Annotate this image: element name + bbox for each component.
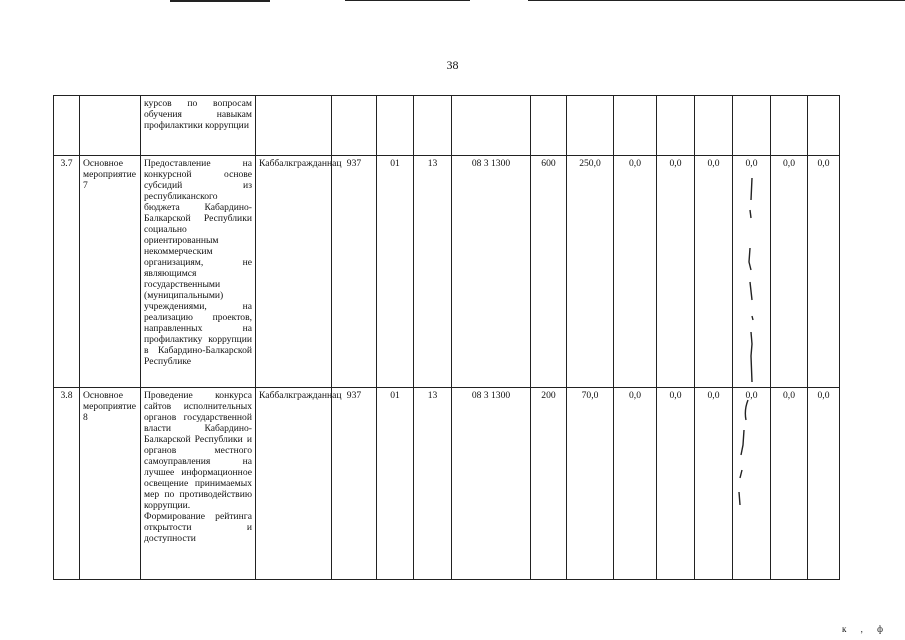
top-rule-3 — [528, 0, 905, 1]
cell-amount-6: 0,0 — [771, 388, 808, 580]
cell-ministry-code — [332, 96, 377, 156]
cell-ministry-code: 937 — [332, 156, 377, 388]
page-number: 38 — [446, 58, 459, 72]
table-row — [54, 156, 840, 388]
cell-amount-6: 0,0 — [771, 156, 808, 388]
cell-target-article: 08 3 1300 — [452, 156, 531, 388]
cell-amount-2: 0,0 — [614, 388, 657, 580]
cell-executor: Каббалкгражданнац — [256, 388, 332, 580]
cell-description: курсов по вопросам обучения навыкам профилактики коррупции — [141, 96, 256, 156]
cell-amount-5 — [733, 96, 771, 156]
cell-section: 01 — [377, 388, 414, 580]
cell-target-article: 08 3 1300 — [452, 388, 531, 580]
table-row — [54, 96, 840, 156]
cell-activity-type — [80, 96, 141, 156]
cell-ministry-code: 937 — [332, 388, 377, 580]
cell-amount-2 — [614, 96, 657, 156]
cell-number: 3.8 — [54, 388, 80, 580]
cell-amount-3 — [657, 96, 695, 156]
cell-target-article — [452, 96, 531, 156]
cell-number: 3.7 — [54, 156, 80, 388]
cell-subsection: 13 — [414, 388, 452, 580]
top-rule-2 — [345, 0, 470, 1]
cell-activity-type: Основное мероприятие 7 — [80, 156, 141, 388]
cell-amount-7 — [808, 96, 840, 156]
cell-amount-1: 70,0 — [567, 388, 614, 580]
cell-amount-1: 250,0 — [567, 156, 614, 388]
cell-expense-type: 600 — [531, 156, 567, 388]
cell-amount-7: 0,0 — [808, 156, 840, 388]
cell-amount-6 — [771, 96, 808, 156]
cell-expense-type: 200 — [531, 388, 567, 580]
cell-expense-type — [531, 96, 567, 156]
cell-section: 01 — [377, 156, 414, 388]
cell-amount-2: 0,0 — [614, 156, 657, 388]
cell-description: Предоставление на конкурсной основе субсидий из республиканского бюджета Кабардино-Балкарской Республики социально ориентированным некоммерческим организациям, не являющимся государственными (муниципальными) учреждениями, на реализацию проектов, направленных на профилактику коррупции в Кабардино-Балкарской Республике — [141, 156, 256, 388]
cell-section — [377, 96, 414, 156]
top-rule-1 — [170, 0, 270, 2]
cell-amount-3: 0,0 — [657, 388, 695, 580]
cell-amount-7: 0,0 — [808, 388, 840, 580]
cell-subsection: 13 — [414, 156, 452, 388]
cell-amount-4: 0,0 — [695, 388, 733, 580]
cell-description: Проведение конкурса сайтов исполнительных органов государственной власти Кабардино-Балкарской Республики и органов местного самоуправления на лучшее информационное освещение принимаемых мер по противодействию коррупции. Формирование рейтинга открытости и доступности — [141, 388, 256, 580]
footer-mark: к , ф — [842, 624, 889, 634]
cell-amount-4 — [695, 96, 733, 156]
cell-executor — [256, 96, 332, 156]
cell-activity-type: Основное мероприятие 8 — [80, 388, 141, 580]
cell-executor: Каббалкгражданнац — [256, 156, 332, 388]
cell-amount-5: 0,0 — [733, 388, 771, 580]
cell-amount-3: 0,0 — [657, 156, 695, 388]
table-row — [54, 388, 840, 580]
cell-number — [54, 96, 80, 156]
cell-amount-5: 0,0 — [733, 156, 771, 388]
cell-amount-4: 0,0 — [695, 156, 733, 388]
cell-amount-1 — [567, 96, 614, 156]
cell-subsection — [414, 96, 452, 156]
program-activities-table — [53, 95, 840, 580]
